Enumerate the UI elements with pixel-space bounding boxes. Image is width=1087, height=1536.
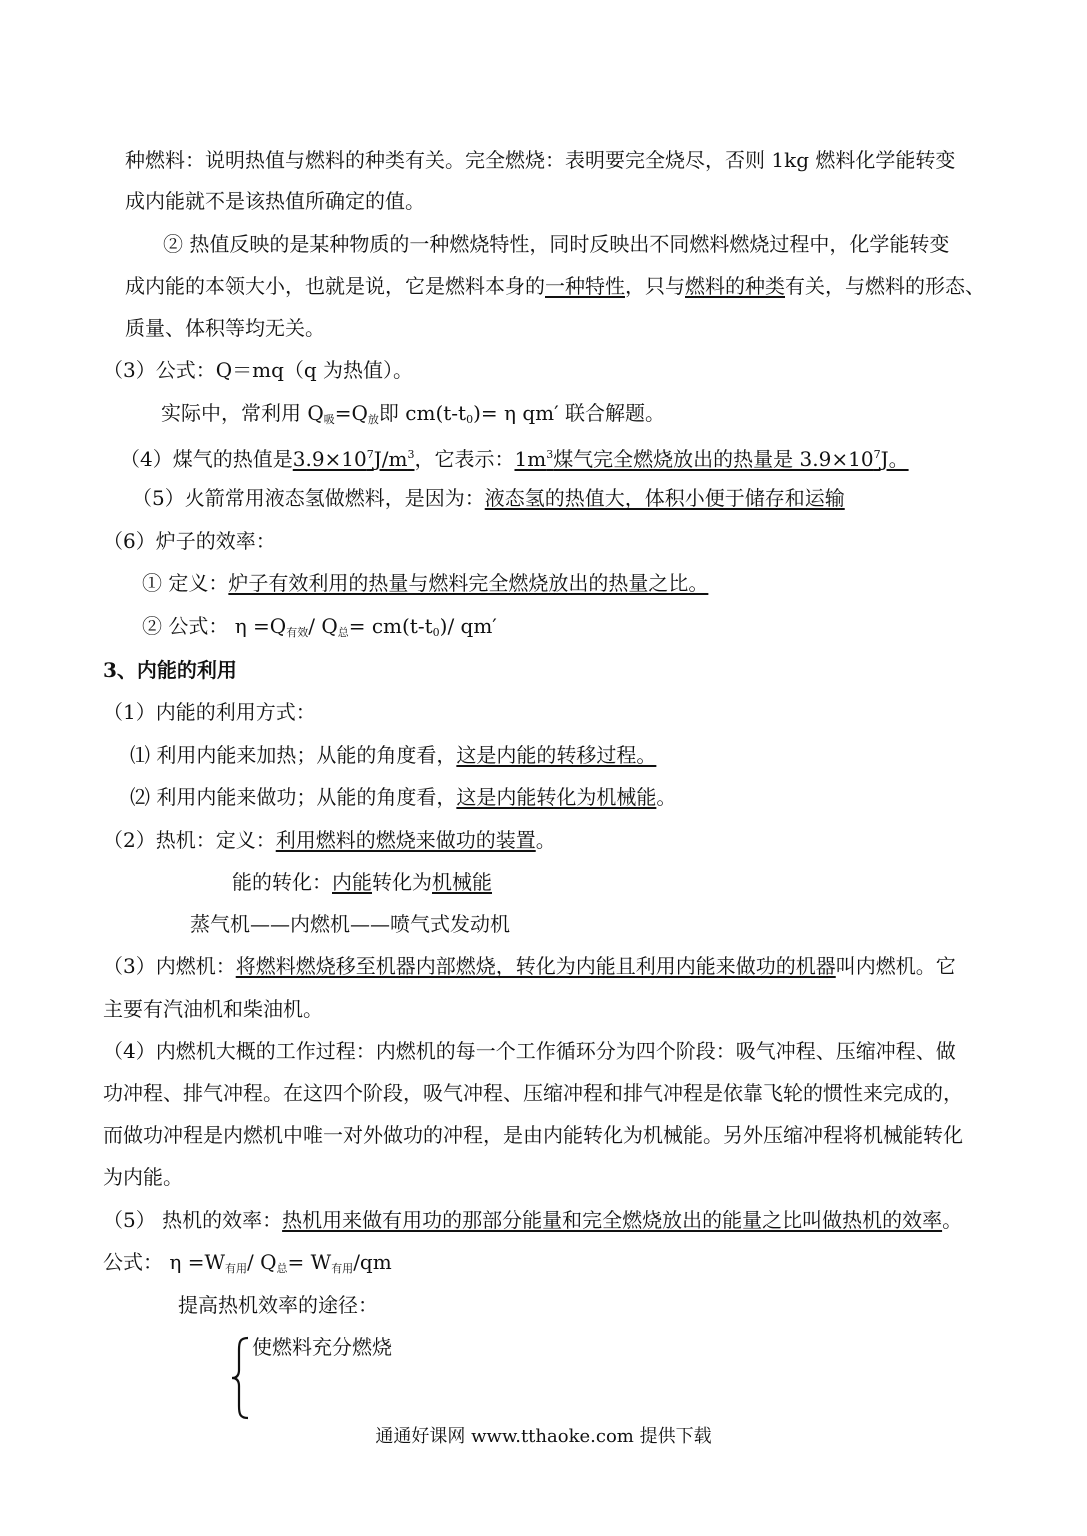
text: / Q (308, 614, 338, 638)
text-line (130, 741, 656, 769)
text-line (161, 399, 665, 427)
text: 使燃料充分燃烧 (252, 1335, 392, 1359)
text: ⑵ 利用内能来做功；从能的角度看， (130, 785, 457, 809)
text: 转化为 (372, 870, 432, 894)
text-line (252, 1333, 392, 1361)
text-line (125, 272, 985, 300)
text: 公式： η =W (103, 1250, 226, 1274)
text-line (142, 612, 497, 640)
text: 3.9×10 (292, 447, 367, 471)
section-heading (103, 656, 237, 684)
subscript: 有用 (225, 1262, 248, 1275)
text-line (103, 1079, 963, 1107)
text: 。 (535, 828, 556, 852)
text: 实际中，常利用 Q (161, 401, 324, 425)
text-line (178, 1291, 378, 1319)
subscript: 吸 (323, 413, 335, 426)
text: ，它表示： (414, 447, 515, 471)
subscript: 0 (432, 626, 440, 639)
text-line (103, 826, 556, 854)
text-line (103, 1163, 183, 1191)
text: （4）内燃机大概的工作过程：内燃机的每一个工作循环分为四个阶段：吸气冲程、压缩冲程、做 (103, 1039, 956, 1063)
text: 功冲程、排气冲程。在这四个阶段，吸气冲程、压缩冲程和排气冲程是依靠飞轮的惯性来完成的， (103, 1081, 963, 1105)
text-line (103, 356, 413, 384)
text: 而做功冲程是内燃机中唯一对外做功的冲程，是由内能转化为机械能。另外压缩冲程将机械能转化 (103, 1123, 963, 1147)
text-line (125, 314, 325, 342)
text: ，只与 (625, 274, 685, 298)
text-line (103, 527, 276, 555)
text-line (103, 1206, 962, 1234)
text-line (120, 441, 909, 469)
text: （1）内能的利用方式： (103, 700, 316, 724)
text: （2）热机：定义： (103, 828, 276, 852)
text: 提高热机效率的途径： (178, 1293, 378, 1317)
text-line (232, 868, 492, 896)
underlined-text: 内能 (332, 870, 372, 894)
superscript: 3 (546, 448, 554, 461)
subscript: 有用 (331, 1262, 354, 1275)
superscript: 3 (407, 448, 415, 461)
text: 成内能就不是该热值所确定的值。 (125, 189, 425, 213)
text: 主要有汽油机和柴油机。 (103, 997, 323, 1021)
text-line (130, 783, 676, 811)
text-line (103, 1248, 392, 1276)
subscript: 总 (276, 1262, 288, 1275)
text: 种燃料：说明热值与燃料的种类有关。完全燃烧：表明要完全烧尽，否则 1kg 燃料化学能转变 (125, 148, 956, 172)
text: （5）火箭常用液态氢做燃料，是因为： (132, 486, 485, 510)
underlined-text: 一种特性 (545, 274, 625, 298)
subscript: 放 (367, 413, 379, 426)
text: （3）公式：Q＝mq（q 为热值）。 (103, 358, 414, 382)
text: )= η qm′ 联合解题。 (473, 401, 666, 425)
text-line (103, 995, 323, 1023)
text: = W (287, 1250, 332, 1274)
text: ② 热值反映的是某种物质的一种燃烧特性，同时反映出不同燃料燃烧过程中，化学能转变 (163, 232, 950, 256)
text: 即 cm(t-t (378, 401, 467, 425)
text: 蒸气机——内燃机——喷气式发动机 (190, 912, 510, 936)
superscript: 7 (873, 448, 881, 461)
text-line (103, 1121, 963, 1149)
text: 。 (942, 1208, 963, 1232)
underlined-text (293, 447, 415, 471)
underlined-text: 利用燃料的燃烧来做功的装置 (275, 828, 536, 852)
text: 叫内燃机。它 (835, 954, 956, 978)
text-line (103, 698, 316, 726)
text: ① 定义： (142, 571, 229, 595)
text-line (163, 230, 949, 258)
text-line (125, 146, 955, 174)
underlined-text: 热机用来做有用功的那部分能量和完全燃烧放出的能量之比叫做热机的效率 (282, 1208, 943, 1232)
underlined-text: 液态氢的热值大，体积小便于储存和运输 (484, 486, 845, 510)
text-line (103, 1037, 956, 1065)
underlined-text: 这是内能的转移过程。 (456, 743, 657, 767)
text: = cm(t-t (348, 614, 433, 638)
text: 煤气完全燃烧放出的热量是 3.9×10 (553, 447, 874, 471)
text: /qm (353, 1250, 392, 1274)
text: 3、内能的利用 (103, 658, 237, 682)
text: （4）煤气的热值是 (120, 447, 293, 471)
text: ② 公式： η =Q (142, 614, 287, 638)
text-line (190, 910, 510, 938)
text: / Q (247, 1250, 277, 1274)
text-line (132, 484, 845, 512)
text: 。 (656, 785, 677, 809)
text: 能的转化： (232, 870, 332, 894)
text: （3）内燃机： (103, 954, 236, 978)
text: =Q (334, 401, 368, 425)
text: 为内能。 (103, 1165, 183, 1189)
subscript: 0 (466, 413, 474, 426)
underlined-text: 燃料的种类 (685, 274, 785, 298)
page-footer (0, 1424, 1087, 1450)
underlined-text: 机械能 (432, 870, 492, 894)
text: )/ qm′ (439, 614, 497, 638)
curly-brace-icon (230, 1336, 252, 1420)
underlined-text (514, 447, 908, 471)
text: 有关，与燃料的形态、 (785, 274, 985, 298)
superscript: 7 (366, 448, 374, 461)
text-line (103, 952, 956, 980)
text: J。 (880, 447, 909, 471)
text: （6）炉子的效率： (103, 529, 276, 553)
text: J/m (373, 447, 408, 471)
text: 成内能的本领大小，也就是说，它是燃料本身的 (125, 274, 545, 298)
footer-text: 通通好课网 www.tthaoke.com 提供下载 (375, 1426, 712, 1447)
text-line (142, 569, 708, 597)
underlined-text: 将燃料燃烧移至机器内部燃烧，转化为内能且利用内能来做功的机器 (235, 954, 836, 978)
subscript: 有效 (286, 626, 309, 639)
underlined-text: 炉子有效利用的热量与燃料完全燃烧放出的热量之比。 (228, 571, 709, 595)
underlined-text: 这是内能转化为机械能 (456, 785, 657, 809)
text: （5） 热机的效率： (103, 1208, 283, 1232)
subscript: 总 (337, 626, 349, 639)
text: 质量、体积等均无关。 (125, 316, 325, 340)
text: 1m (514, 447, 547, 471)
text-line (125, 187, 425, 215)
text: ⑴ 利用内能来加热；从能的角度看， (130, 743, 457, 767)
